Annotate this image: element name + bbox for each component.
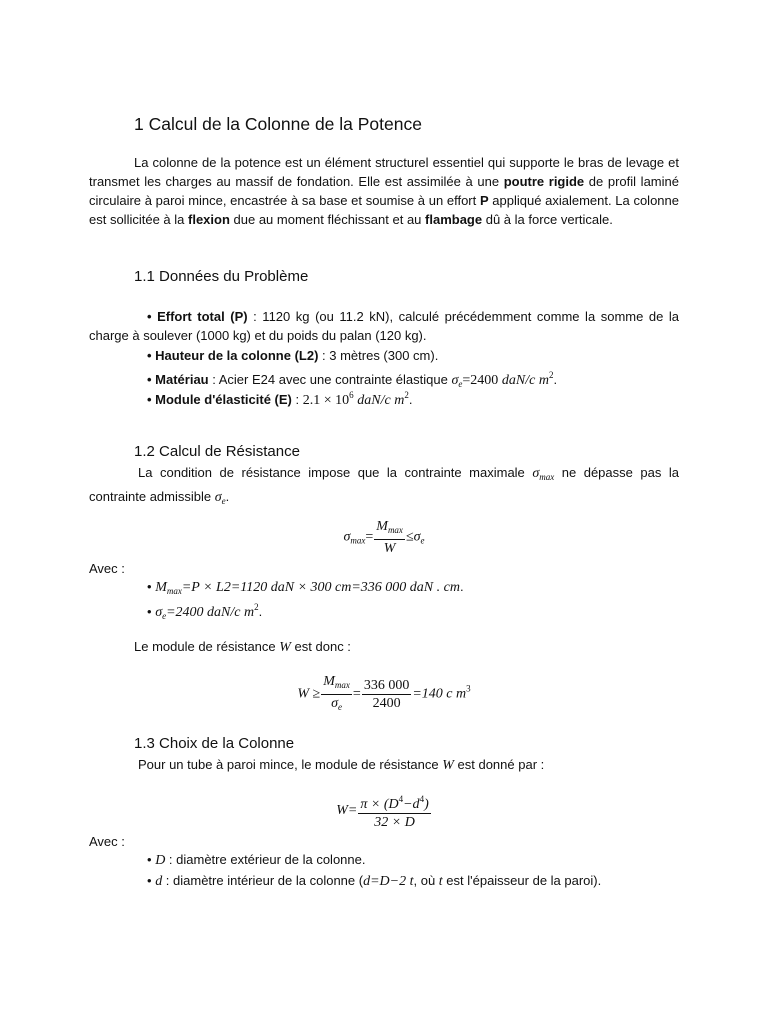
bullet-diametre-exterieur: • D : diamètre extérieur de la colonne.: [147, 852, 366, 868]
tube-module-text: Pour un tube à paroi mince, le module de résistance W est donné par :: [138, 757, 545, 773]
fraction: $\frac{\pi \times (D^4-d^4)}{32 \times D}$: [358, 791, 430, 831]
equation-condition-resistance: $\sigma_{max}=$ $\frac{M_{max}}{W}$ $\le\sigma_e$: [343, 519, 425, 556]
bullet-moment-max: • $M_{max}=P \times L2=1120$ daN × 300 cm=336 000 daN . cm.: [147, 579, 464, 596]
fraction: $\frac{336 000}{2400}$: [363, 678, 410, 711]
resistance-paragraph: La condition de résistance impose que la contrainte maximale $\sigma_{max}$ ne dépasse pas la contrainte admissible $\sigma_e$.: [89, 465, 679, 506]
section-1-1-heading: 1.1 Données du Problème: [134, 268, 309, 285]
bullet-diametre-interieur: • d : diamètre intérieur de la colonne (d=D−2 t, où t est l'épaisseur de la paroi).: [147, 873, 602, 889]
term-flambage: flambage: [425, 212, 483, 227]
term-poutre-rigide: poutre rigide: [503, 174, 585, 189]
fraction: $\frac{M_{max}}{W}$: [376, 519, 403, 556]
item-module-elasticite: • Module d'élasticité (E) : $2.1 \times 10^6$ daN/c $m^2$.: [147, 390, 413, 408]
section-1-2-heading: 1.2 Calcul de Résistance: [134, 443, 300, 460]
section-1-3-heading: 1.3 Choix de la Colonne: [134, 735, 295, 752]
item-hauteur: • Hauteur de la colonne (L2) : 3 mètres (300 cm).: [147, 348, 439, 363]
module-resistance-text: Le module de résistance W est donc :: [134, 639, 351, 655]
equation-tube-module: W= $\frac{\pi \times (D^4-d^4)}{32 \times D}$: [89, 791, 679, 831]
fraction: $\frac{M_{max}}{\sigma_e}$: [323, 674, 350, 712]
section-1-heading: 1 Calcul de la Colonne de la Potence: [134, 114, 422, 134]
avec-label-2: Avec :: [89, 834, 125, 849]
term-p: P: [479, 193, 489, 208]
equation-module-resistance: W ≥ $\frac{M_{max}}{\sigma_e}$ = $\frac{336 000}{2400}$ =140 c $m^3$: [89, 673, 679, 716]
intro-paragraph: La colonne de la potence est un élément structurel essentiel qui supporte le bras de levage et transmet les charges au massif de fondation. Elle est assimilée à une poutre rigide de profil laminé circulaire à paroi mince, encastrée à sa base et soumise à un effort P appliqué axialement. La colonne est sollicitée à la flexion due au moment fléchissant et au flambage dû à la force verticale.: [89, 155, 679, 227]
item-materiau: • Matériau : Acier E24 avec une contrainte élastique $\sigma_e=2400$ daN/c $m^2$.: [147, 370, 558, 389]
bullet-sigma-e: • $\sigma_e=2400$ daN/c $m^2$.: [147, 602, 263, 621]
item-effort-total: • Effort total (P) : 1120 kg (ou 11.2 kN), calculé précédemment comme la somme de la charge à soulever (1000 kg) et du poids du palan (120 kg).: [89, 309, 679, 343]
avec-label-1: Avec :: [89, 561, 125, 576]
term-flexion: flexion: [188, 212, 230, 227]
